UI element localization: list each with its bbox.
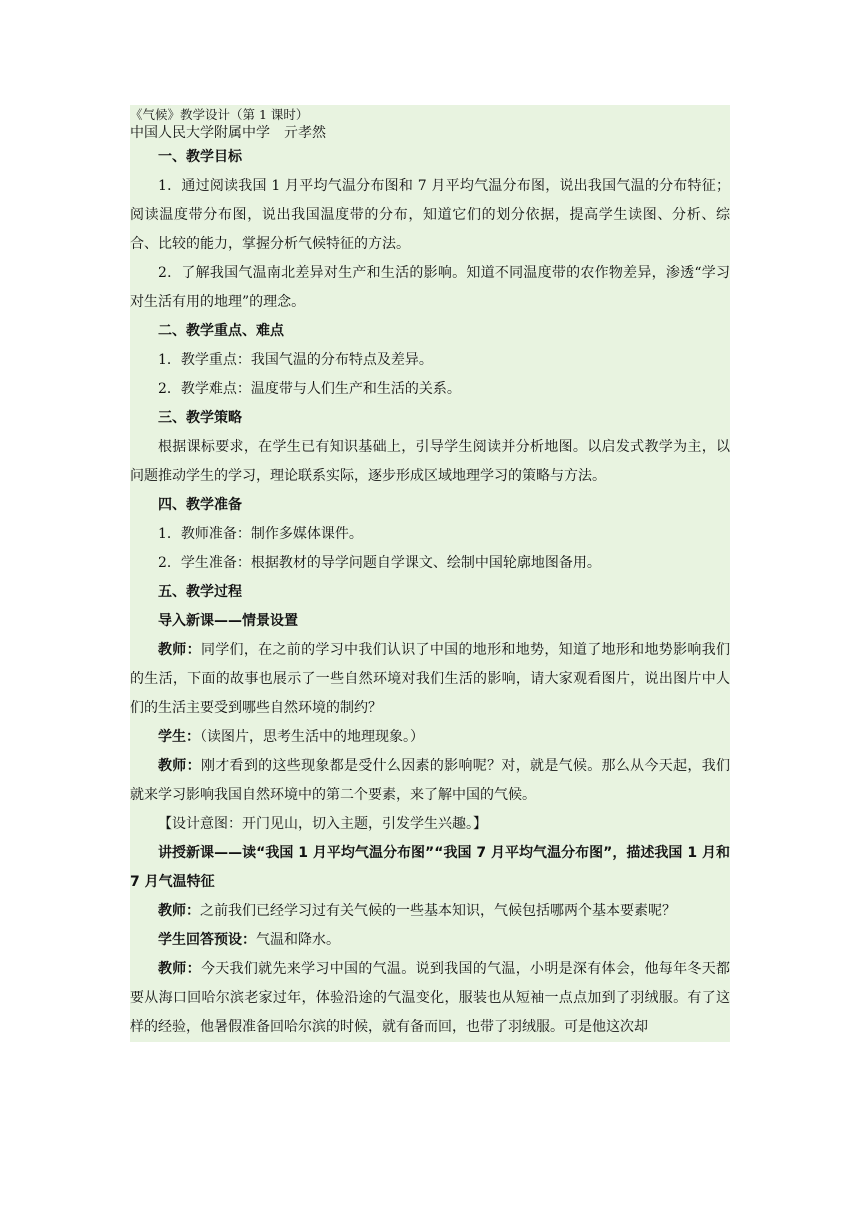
design-intent-1: 【设计意图：开门见山，切入主题，引发学生兴趣。】 — [158, 816, 487, 832]
doc-author: 中国人民大学附属中学 亓孝然 — [130, 125, 326, 141]
speaker-label: 教师： — [158, 642, 201, 658]
speaker-label: 学生回答预设： — [158, 932, 256, 948]
section-heading-4: 四、教学准备 — [158, 497, 242, 513]
student-line-1 — [130, 723, 730, 752]
section-heading-5: 五、教学过程 — [158, 584, 242, 600]
teacher-line-2 — [130, 752, 730, 810]
difficult-point: 2．教学难点：温度带与人们生产和生活的关系。 — [158, 381, 461, 397]
speech-text: （读图片，思考生活中的地理现象。） — [200, 729, 424, 745]
subheading-intro: 导入新课——情景设置 — [158, 613, 298, 629]
objective-1: 1．通过阅读我国 1 月平均气温分布图和 7 月平均气温分布图，说出我国气温的分布特征；阅读温度带分布图，说出我国温度带的分布，知道它们的划分依据，提高学生读图、分析、综合、比较的能力，掌握分析气候特征的方法。 — [130, 178, 730, 252]
objective-2: 2．了解我国气温南北差异对生产和生活的影响。知道不同温度带的农作物差异，渗透“学习对生活有用的地理”的理念。 — [130, 265, 730, 310]
speech-text: 之前我们已经学习过有关气候的一些基本知识，气候包括哪两个基本要素呢？ — [200, 903, 676, 919]
speech-text: 今天我们就先来学习中国的气温。说到我国的气温，小明是深有体会，他每年冬天都要从海口回哈尔滨老家过年，体验沿途的气温变化，服装也从短袖一点点加到了羽绒服。有了这样的经验，他暑假准备回哈尔滨的时候，就有备而回，也带了羽绒服。可是他这次却 — [130, 961, 731, 1035]
teacher-line-1 — [130, 636, 730, 723]
strategy-text: 根据课标要求，在学生已有知识基础上，引导学生阅读并分析地图。以启发式教学为主，以问题推动学生的学习，理论联系实际，逐步形成区域地理学习的策略与方法。 — [130, 439, 730, 484]
teacher-line-4 — [130, 955, 730, 1042]
section-heading-2: 二、教学重点、难点 — [158, 323, 284, 339]
speech-text: 同学们，在之前的学习中我们认识了中国的地形和地势，知道了地形和地势影响我们的生活，下面的故事也展示了一些自然环境对我们生活的影响，请大家观看图片，说出图片中人们的生活主要受到哪些自然环境的制约？ — [130, 642, 731, 716]
doc-title: 《气候》教学设计（第 1 课时） — [130, 107, 309, 122]
section-heading-3: 三、教学策略 — [158, 410, 242, 426]
subheading-new-lesson: 讲授新课——读“我国 1 月平均气温分布图”“我国 7 月平均气温分布图”，描述我国 1 月和 7 月气温特征 — [130, 845, 730, 890]
speaker-label: 学生： — [158, 729, 200, 745]
speech-text: 气温和降水。 — [256, 932, 340, 948]
key-point: 1．教学重点：我国气温的分布特点及差异。 — [158, 352, 433, 368]
document-page — [130, 105, 730, 1042]
section-heading-1: 一、教学目标 — [158, 149, 242, 165]
teacher-prep: 1．教师准备：制作多媒体课件。 — [158, 526, 363, 542]
student-prep: 2．学生准备：根据教材的导学问题自学课文、绘制中国轮廓地图备用。 — [158, 555, 601, 571]
teacher-line-3 — [130, 897, 730, 926]
speaker-label: 教师： — [158, 961, 201, 977]
student-line-2 — [130, 926, 730, 955]
speech-text: 刚才看到的这些现象都是受什么因素的影响呢？对，就是气候。那么从今天起，我们就来学习影响我国自然环境中的第二个要素，来了解中国的气候。 — [130, 758, 731, 803]
speaker-label: 教师： — [158, 758, 201, 774]
speaker-label: 教师： — [158, 903, 200, 919]
